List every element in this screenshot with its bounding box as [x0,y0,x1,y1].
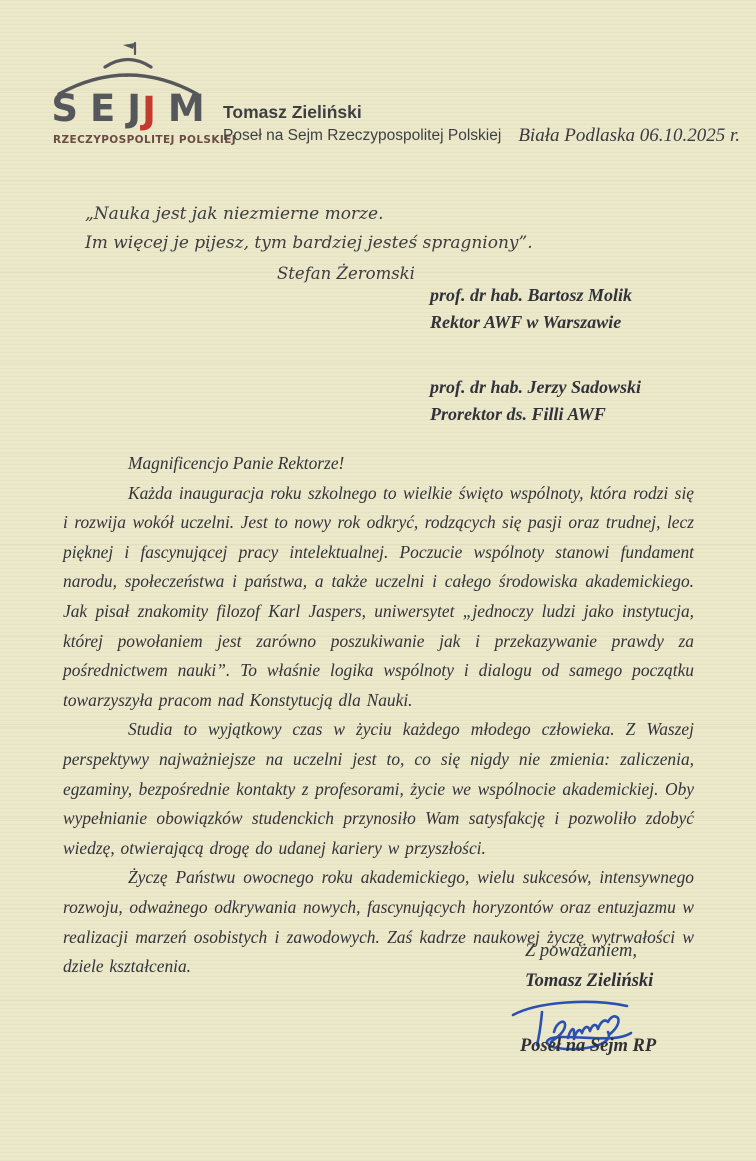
recipient-name: prof. dr hab. Bartosz Molik [430,285,633,305]
sejm-wordmark [51,87,205,132]
logo-letter-j-gray: J [127,87,142,130]
recipient-rektor [430,282,632,335]
logo-letter-e: E [90,87,116,130]
paragraph-1: Każda inauguracja roku szkolnego to wielkie święto wspólnoty, która rodzi się i rozwija wokół uczelni. Jest to nowy rok odkryć, rodzących się pasji oraz trudnej, lecz pięknej i fascynującej pracy intelektualnej. Poczucie wspólnoty stanowi fundament narodu, społeczeństwa i państwa, a także uczelni i całego środowiska akademickiego. Jak pisał znakomity filozof Karl Jaspers, uniwersytet „jednoczy ludzi jako instytucja, której powołaniem jest zarówno poszukiwanie jak i przekazywanie prawdy za pośrednictwem nauki”. To właśnie logika wspólnoty i dialogu od samego początku towarzyszyła pracom nad Konstytucją dla Nauki. [63,482,694,710]
quote-author: Stefan Żeromski [277,264,415,283]
paragraph-3: Życzę Państwu owocnego roku akademickiego, wielu sukcesów, intensywnego rozwoju, odważnego odkrywania nowych, fascynujących horyzontów oraz entuzjazmu w realizacji marzeń osobistych i zawodowych. Zaś kadrze naukowej życzę wytrwałości w dziele kształcenia. [63,867,694,977]
logo-letter-m: M [167,87,205,130]
quote-line-2: Im więcej je pijesz, tym bardziej jesteś spragniony”. [85,233,533,253]
logo-caption: RZECZYPOSPOLITEJ POLSKIEJ [53,134,237,146]
logo-letter-j-red: J [142,89,156,132]
recipient-title: Prorektor ds. Filli AWF [430,403,606,424]
salutation: Magnificencjo Panie Rektorze! [128,453,345,473]
logo-letter-s: S [51,87,78,130]
dateline: Biała Podlaska 06.10.2025 r. [518,125,740,146]
logo-letter-j-pair [127,87,156,132]
recipient-title: Rektor AWF w Warszawie [430,311,622,332]
recipient-name: prof. dr hab. Jerzy Sadowski [430,377,642,397]
quote-line-1: „Nauka jest jak niezmierne morze. [85,204,384,224]
paragraph-2: Studia to wyjątkowy czas w życiu każdego młodego człowieka. Z Waszej perspektywy najważniejsze na uczelni jest to, co się nigdy nie zmienia: zaliczenia, egzaminy, bezpośrednie kontakty z profesorami, życie we wspólnocie akademickiej. Oby wypełnianie obowiązków studenckich przynosiło Wam satysfakcję i pozwoliło zdobyć wiedzę, otwierającą drogę do udanej kariery w przyszłości. [63,719,694,858]
sender-name: Tomasz Zieliński [223,102,362,122]
sejm-logo [51,40,237,146]
epigraph-quote [85,200,533,288]
valediction: Z poważaniem, [525,941,638,961]
letter-body [63,449,694,982]
recipient-prorektor [430,374,641,427]
signer-name: Tomasz Zieliński [525,971,654,991]
signer-title: Poseł na Sejm RP [520,1036,657,1056]
sender-block [223,102,501,145]
sender-title: Poseł na Sejm Rzeczypospolitej Polskiej [223,127,502,144]
